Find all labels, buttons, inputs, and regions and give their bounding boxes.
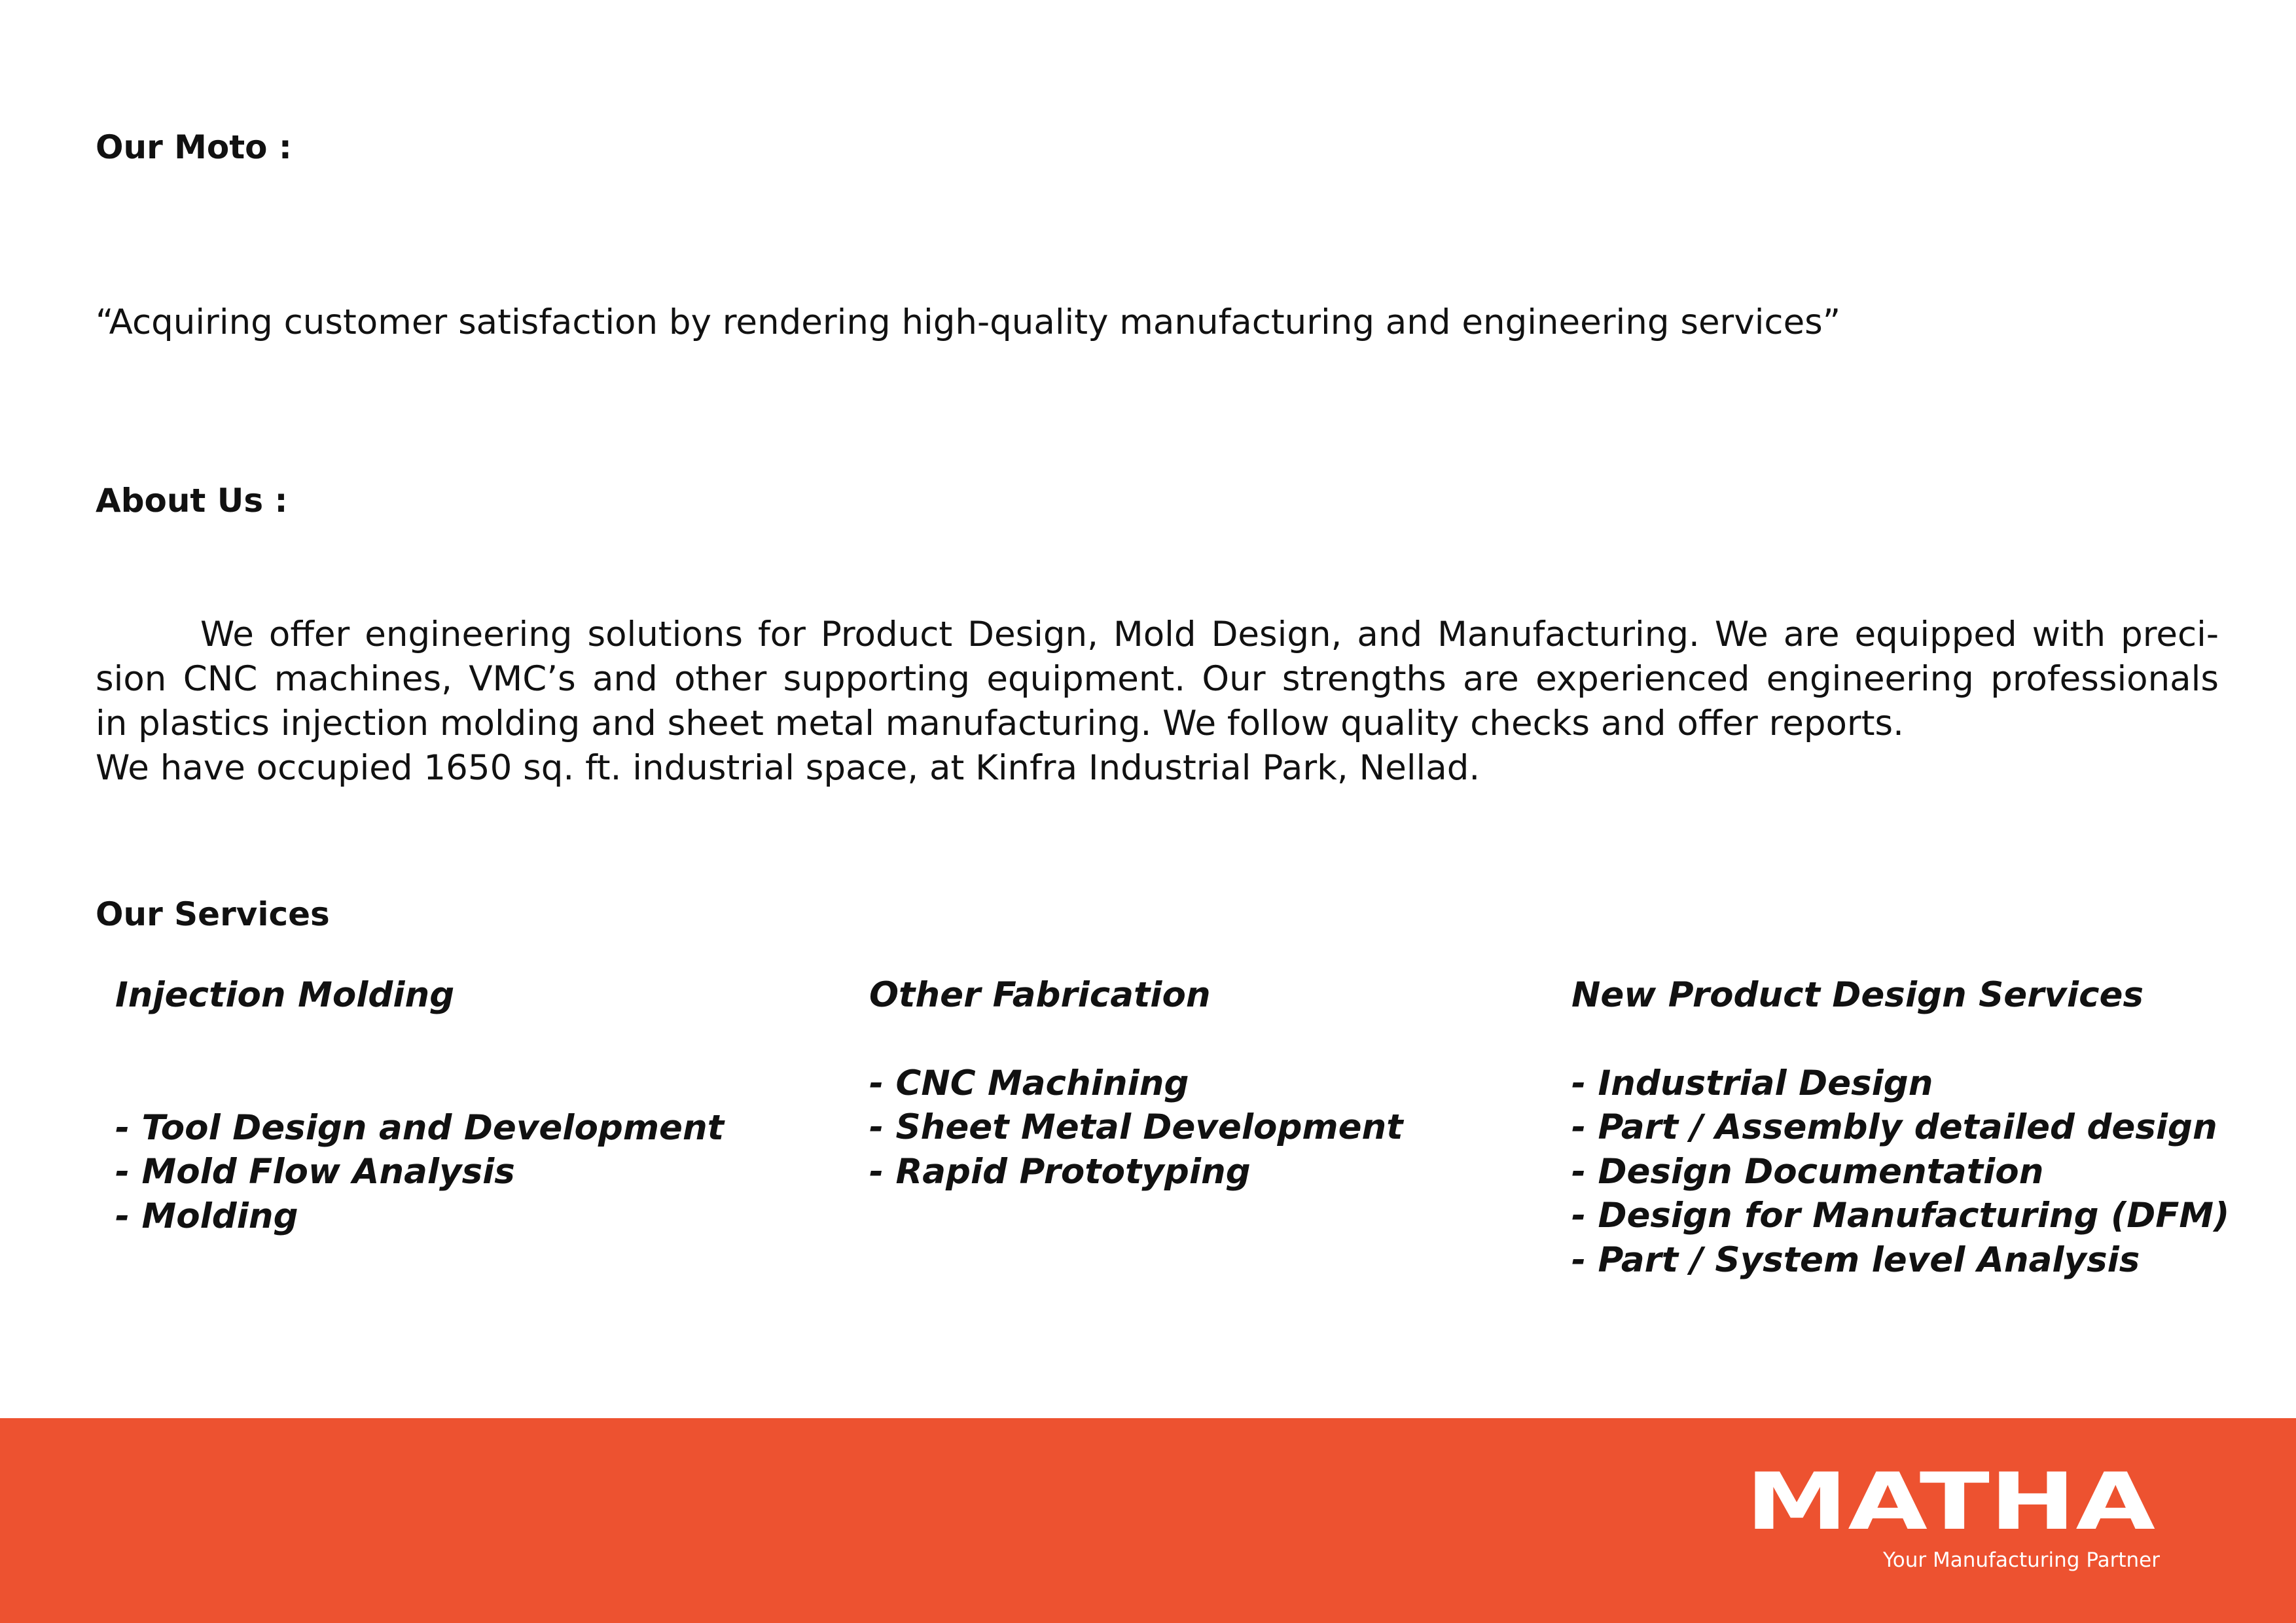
service-list [115, 1106, 724, 1239]
service-column-title: New Product Design Services [1571, 975, 2144, 1015]
service-item: - Industrial Design [1571, 1063, 1933, 1103]
service-item: - Part / Assembly detailed design [1571, 1107, 2217, 1147]
service-item: - Part / System level Analysis [1571, 1240, 2140, 1280]
service-item: - Rapid Prototyping [869, 1151, 1251, 1192]
service-list [869, 1061, 1403, 1194]
brand-logo-wordmark [1741, 1465, 2160, 1537]
about-line: sion CNC machines, VMC’s and other supporting equipment. Our strengths are experienced engineering professionals [96, 659, 2219, 699]
moto-quote: “Acquiring customer satisfaction by rendering high-quality manufacturing and engineering services” [96, 302, 1841, 342]
service-column-injection-molding [115, 973, 724, 1238]
service-item: - Tool Design and Development [115, 1107, 725, 1148]
about-line: in plastics injection molding and sheet metal manufacturing. We follow quality checks and offer reports. [96, 704, 1904, 743]
brand-tagline: Your Manufacturing Partner [1882, 1548, 2160, 1572]
service-item: - Mold Flow Analysis [115, 1152, 515, 1192]
service-item: - Molding [115, 1196, 298, 1236]
service-list [1571, 1061, 2229, 1283]
service-item: - Sheet Metal Development [869, 1107, 1403, 1147]
brand-logo [1741, 1465, 2160, 1576]
about-line: We offer engineering solutions for Product Design, Mold Design, and Manufacturing. We are equipped with preci- [200, 615, 2219, 654]
service-column-title: Other Fabrication [869, 975, 1211, 1015]
service-column-other-fabrication [869, 973, 1403, 1194]
service-item: - Design Documentation [1571, 1151, 2044, 1192]
service-column-title: Injection Molding [115, 975, 455, 1015]
about-line: We have occupied 1650 sq. ft. industrial space, at Kinfra Industrial Park, Nellad. [96, 748, 1480, 788]
service-item: - Design for Manufacturing (DFM) [1571, 1196, 2230, 1236]
service-item: - CNC Machining [869, 1063, 1189, 1103]
about-paragraph [96, 613, 2219, 791]
moto-heading: Our Moto : [96, 128, 292, 166]
service-column-product-design [1571, 973, 2229, 1282]
services-heading: Our Services [96, 895, 330, 933]
brand-logo-text: MATHA [1746, 1465, 2156, 1537]
about-heading: About Us : [96, 482, 288, 520]
